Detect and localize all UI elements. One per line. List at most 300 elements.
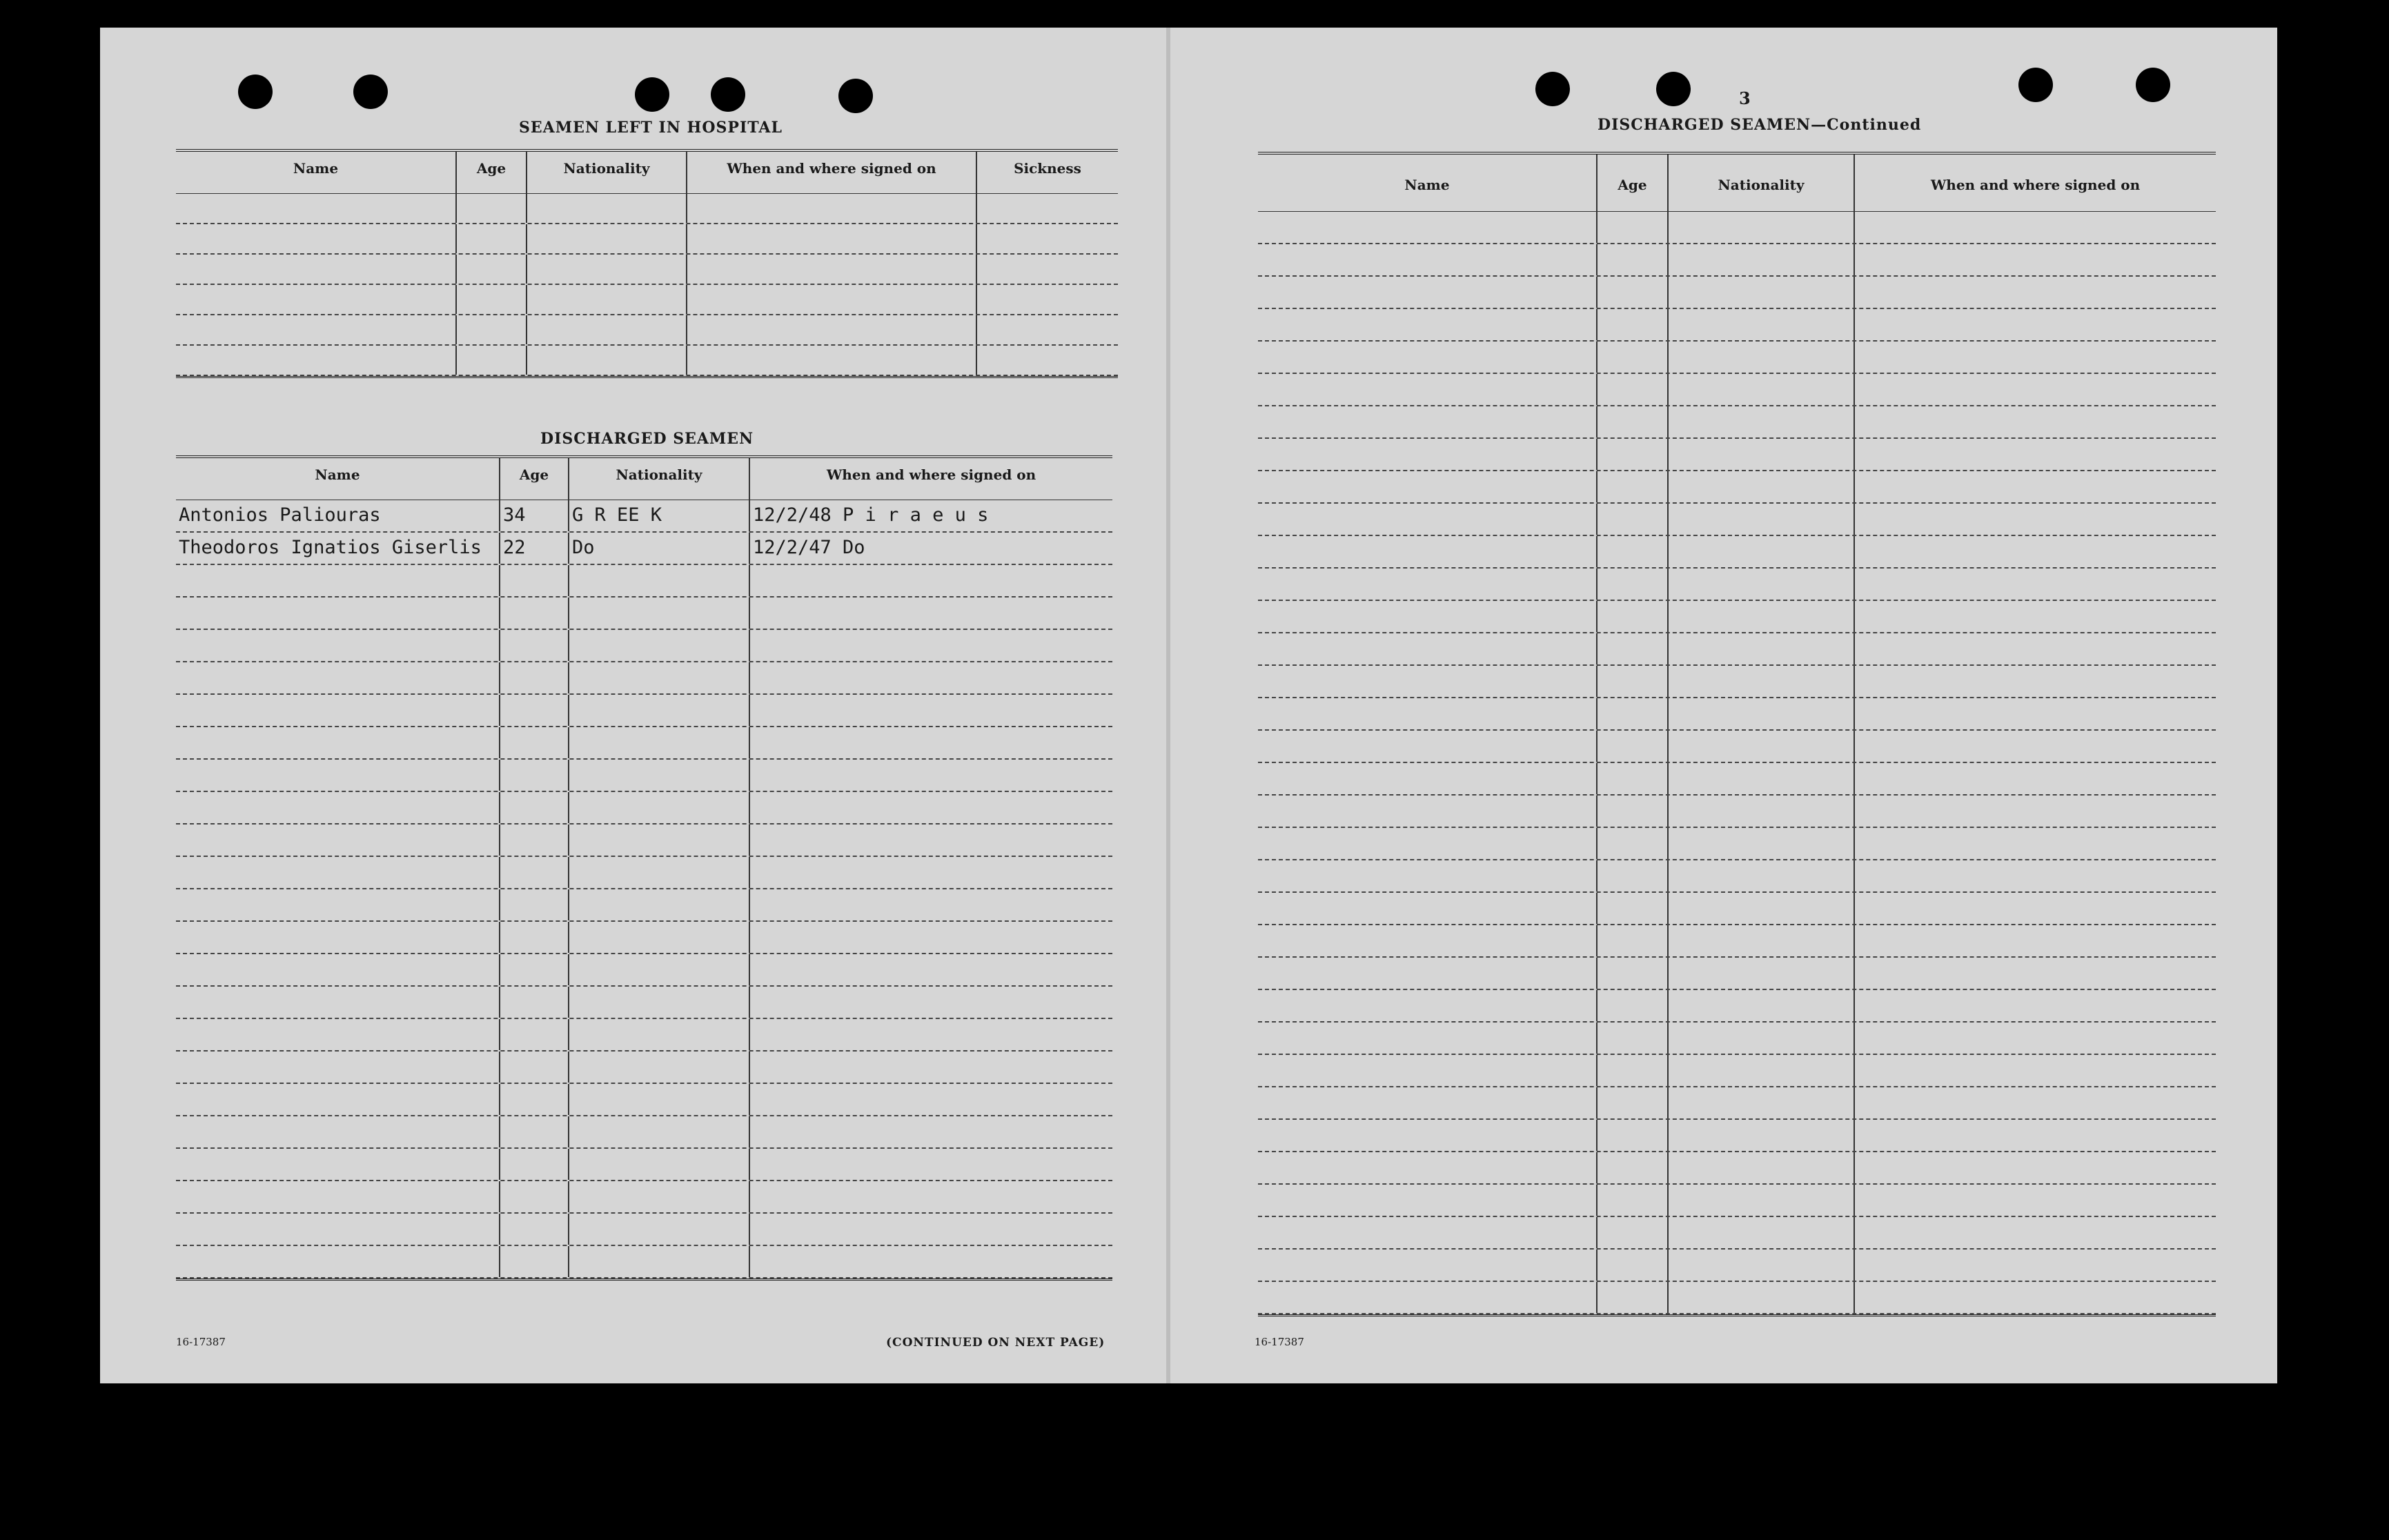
table-cell — [176, 346, 457, 375]
table-cell — [176, 662, 500, 693]
table-cell — [500, 825, 569, 856]
table-row — [176, 1214, 1112, 1246]
table-row — [176, 954, 1112, 987]
table-cell — [1597, 1023, 1669, 1054]
table-cell — [750, 695, 1112, 726]
table-cell — [1669, 958, 1855, 989]
table-cell — [1855, 763, 2216, 794]
table-cell — [1258, 731, 1597, 762]
table-cell — [1669, 633, 1855, 664]
table-cell — [1258, 633, 1597, 664]
table-cell — [1597, 666, 1669, 697]
table-row — [176, 346, 1118, 376]
table-cell — [1855, 633, 2216, 664]
table-cell — [1669, 471, 1855, 502]
table-cell — [1597, 536, 1669, 567]
table-cell — [687, 346, 977, 375]
table-cell — [750, 1149, 1112, 1180]
table-cell — [1258, 1087, 1597, 1118]
col-name-header: Name — [176, 458, 500, 500]
continued-table-rows — [1258, 212, 2216, 1314]
table-cell — [1597, 828, 1669, 859]
table-cell — [569, 1214, 750, 1245]
table-cell — [1855, 828, 2216, 859]
table-cell — [176, 954, 500, 985]
table-cell — [750, 889, 1112, 920]
table-cell — [1258, 893, 1597, 924]
table-cell — [1855, 1217, 2216, 1248]
table-cell — [750, 662, 1112, 693]
table-row — [1258, 958, 2216, 990]
table-cell — [176, 1246, 500, 1277]
table-cell — [569, 792, 750, 823]
continued-note: (CONTINUED ON NEXT PAGE) — [886, 1336, 1105, 1350]
table-cell — [1669, 860, 1855, 891]
table-cell — [1669, 1185, 1855, 1216]
col-name-header: Name — [176, 152, 457, 193]
table-cell — [569, 825, 750, 856]
table-row — [176, 1246, 1112, 1279]
table-row — [176, 1149, 1112, 1181]
discharged-continued-title: DISCHARGED SEAMEN—Continued — [1597, 116, 1922, 134]
punch-hole — [353, 75, 388, 109]
table-row — [1258, 1087, 2216, 1120]
table-cell — [569, 695, 750, 726]
table-cell — [527, 224, 687, 253]
table-cell — [1669, 925, 1855, 956]
table-row — [176, 1084, 1112, 1116]
table-row — [1258, 1250, 2216, 1282]
punch-hole — [2136, 68, 2170, 102]
table-cell — [457, 346, 527, 375]
table-row — [1258, 309, 2216, 342]
table-cell — [500, 1019, 569, 1050]
table-cell — [1669, 1250, 1855, 1281]
punch-hole — [1535, 72, 1570, 106]
table-cell — [176, 1214, 500, 1245]
table-row — [1258, 893, 2216, 925]
table-cell — [1669, 698, 1855, 729]
table-cell — [569, 1052, 750, 1083]
table-cell — [500, 760, 569, 791]
table-cell — [1258, 601, 1597, 632]
table-cell — [687, 224, 977, 253]
hospital-section-title: SEAMEN LEFT IN HOSPITAL — [519, 119, 783, 137]
table-cell — [569, 662, 750, 693]
table-cell — [750, 760, 1112, 791]
table-cell — [457, 285, 527, 314]
table-cell — [977, 285, 1118, 314]
table-row — [176, 760, 1112, 792]
form-number-right: 16-17387 — [1255, 1336, 1304, 1348]
table-cell — [176, 1052, 500, 1083]
table-cell — [1258, 406, 1597, 437]
table-cell — [176, 565, 500, 596]
table-cell — [1597, 406, 1669, 437]
table-cell — [1258, 1152, 1597, 1183]
table-cell — [1597, 860, 1669, 891]
table-row — [1258, 1023, 2216, 1055]
table-cell — [1597, 698, 1669, 729]
table-cell — [1669, 1023, 1855, 1054]
table-cell — [569, 857, 750, 888]
hospital-table-header — [176, 152, 1118, 194]
table-cell — [1855, 731, 2216, 762]
punch-hole — [635, 77, 669, 112]
table-cell — [1855, 504, 2216, 535]
table-cell — [569, 1019, 750, 1050]
table-row — [1258, 698, 2216, 731]
punch-hole — [1656, 72, 1691, 106]
table-cell — [750, 1246, 1112, 1277]
table-cell — [687, 194, 977, 223]
table-cell: 12/2/48 P i r a e u s — [753, 504, 989, 526]
table-cell — [457, 194, 527, 223]
table-cell — [750, 565, 1112, 596]
table-cell — [176, 922, 500, 953]
table-cell — [569, 1246, 750, 1277]
table-cell — [1669, 1120, 1855, 1151]
table-row — [1258, 666, 2216, 698]
table-cell — [457, 255, 527, 284]
table-row — [176, 825, 1112, 857]
table-cell — [1669, 536, 1855, 567]
table-cell — [1669, 406, 1855, 437]
table-cell — [1597, 471, 1669, 502]
table-cell — [569, 987, 750, 1018]
table-cell — [1258, 277, 1597, 308]
table-cell — [176, 1116, 500, 1147]
table-cell — [750, 1084, 1112, 1115]
table-cell — [1597, 309, 1669, 340]
table-cell: Do — [569, 533, 750, 564]
table-cell — [569, 598, 750, 629]
table-row — [1258, 1185, 2216, 1217]
table-row — [1258, 1152, 2216, 1185]
table-cell: 22 — [500, 533, 569, 564]
table-cell — [176, 1181, 500, 1212]
table-cell — [500, 987, 569, 1018]
table-cell — [750, 825, 1112, 856]
table-cell — [1258, 309, 1597, 340]
punch-hole — [2018, 68, 2053, 102]
table-cell — [1669, 342, 1855, 373]
table-cell — [1855, 601, 2216, 632]
col-age-header: Age — [1597, 155, 1669, 211]
table-cell — [750, 598, 1112, 629]
table-row — [1258, 1217, 2216, 1250]
table-row — [1258, 504, 2216, 536]
table-cell — [1597, 958, 1669, 989]
table-cell — [1855, 958, 2216, 989]
table-cell: Theodoros Ignatios Giserlis — [176, 533, 500, 564]
table-row — [1258, 1282, 2216, 1314]
table-cell — [1855, 471, 2216, 502]
table-cell — [1258, 796, 1597, 827]
table-row — [176, 1116, 1112, 1149]
col-nationality-header: Nationality — [1669, 155, 1855, 211]
table-row — [176, 792, 1112, 825]
table-cell — [1669, 439, 1855, 470]
table-cell — [1855, 212, 2216, 243]
table-cell — [1597, 796, 1669, 827]
table-cell — [1855, 1087, 2216, 1118]
table-row — [1258, 860, 2216, 893]
table-cell — [176, 857, 500, 888]
table-cell — [1597, 244, 1669, 275]
table-cell — [176, 630, 500, 661]
table-row — [176, 500, 1112, 533]
table-cell — [1855, 1120, 2216, 1151]
table-cell — [977, 255, 1118, 284]
table-cell — [1258, 342, 1597, 373]
table-row — [1258, 569, 2216, 601]
table-cell — [687, 255, 977, 284]
table-row — [176, 727, 1112, 760]
table-cell — [176, 285, 457, 314]
table-cell — [1597, 1217, 1669, 1248]
hospital-table-rows — [176, 194, 1118, 376]
table-cell — [1669, 601, 1855, 632]
table-cell — [1597, 342, 1669, 373]
table-cell — [1258, 990, 1597, 1021]
table-bottom-rule — [176, 1279, 1112, 1281]
table-cell — [500, 1084, 569, 1115]
table-cell — [527, 315, 687, 344]
table-cell — [1258, 504, 1597, 535]
table-row — [176, 987, 1112, 1019]
table-row — [1258, 536, 2216, 569]
table-cell — [457, 315, 527, 344]
table-row — [1258, 212, 2216, 244]
table-cell — [1855, 1185, 2216, 1216]
table-cell — [1597, 277, 1669, 308]
table-cell — [500, 1116, 569, 1147]
table-cell — [527, 255, 687, 284]
table-cell — [1669, 1282, 1855, 1313]
table-cell — [1855, 1152, 2216, 1183]
table-cell — [569, 889, 750, 920]
table-bottom-rule — [1258, 1314, 2216, 1316]
table-cell: Antonios Paliouras — [176, 500, 500, 531]
table-row — [1258, 763, 2216, 796]
table-cell — [750, 630, 1112, 661]
table-row — [1258, 277, 2216, 309]
table-cell — [176, 987, 500, 1018]
table-cell — [176, 194, 457, 223]
table-row — [176, 224, 1118, 255]
table-row — [176, 857, 1112, 889]
table-cell — [750, 1019, 1112, 1050]
table-cell — [750, 727, 1112, 758]
table-cell — [977, 315, 1118, 344]
page-fold — [1166, 28, 1170, 1383]
table-cell — [1855, 277, 2216, 308]
table-cell — [1597, 1152, 1669, 1183]
table-cell — [1258, 763, 1597, 794]
table-cell — [1855, 309, 2216, 340]
table-cell — [176, 598, 500, 629]
table-cell — [750, 954, 1112, 985]
punch-hole — [711, 77, 745, 112]
table-row — [1258, 406, 2216, 439]
table-cell — [1669, 569, 1855, 600]
table-cell — [1258, 374, 1597, 405]
table-cell — [1597, 601, 1669, 632]
table-row — [176, 194, 1118, 224]
table-cell — [500, 1149, 569, 1180]
discharged-table — [176, 455, 1112, 1281]
table-cell — [1597, 212, 1669, 243]
table-cell — [569, 565, 750, 596]
table-cell — [1258, 828, 1597, 859]
table-cell — [1597, 1282, 1669, 1313]
table-cell — [1855, 925, 2216, 956]
table-cell — [1855, 796, 2216, 827]
table-cell — [1597, 439, 1669, 470]
table-row — [176, 255, 1118, 285]
table-cell — [1855, 1282, 2216, 1313]
punch-hole — [838, 79, 873, 113]
table-cell — [1669, 1087, 1855, 1118]
table-cell — [500, 889, 569, 920]
table-cell — [500, 598, 569, 629]
table-cell — [527, 194, 687, 223]
table-cell — [1258, 666, 1597, 697]
col-signed-on-header: When and where signed on — [1930, 177, 2141, 193]
table-cell — [569, 1116, 750, 1147]
table-cell — [1855, 1250, 2216, 1281]
col-signed-on-header: When and where signed on — [687, 152, 977, 193]
table-row — [176, 1052, 1112, 1084]
table-cell — [1597, 731, 1669, 762]
table-cell — [1669, 666, 1855, 697]
table-row — [1258, 471, 2216, 504]
table-cell — [1258, 1282, 1597, 1313]
table-cell — [1597, 504, 1669, 535]
col-age-header: Age — [457, 152, 527, 193]
table-cell — [1258, 212, 1597, 243]
table-row — [1258, 1055, 2216, 1087]
table-cell — [1669, 763, 1855, 794]
table-cell — [500, 727, 569, 758]
table-cell — [750, 792, 1112, 823]
table-cell — [569, 1181, 750, 1212]
table-cell — [1669, 796, 1855, 827]
table-cell — [500, 1181, 569, 1212]
table-row — [176, 889, 1112, 922]
table-cell — [1258, 536, 1597, 567]
table-cell — [569, 1149, 750, 1180]
continued-table-header — [1258, 155, 2216, 212]
discharged-table-rows — [176, 500, 1112, 1279]
table-cell — [176, 315, 457, 344]
table-cell — [1855, 698, 2216, 729]
table-row — [176, 285, 1118, 315]
table-cell — [1258, 958, 1597, 989]
table-cell — [977, 346, 1118, 375]
table-row — [1258, 633, 2216, 666]
table-cell — [1669, 1055, 1855, 1086]
table-cell — [1258, 925, 1597, 956]
col-nationality-header: Nationality — [569, 458, 750, 500]
table-cell — [1669, 1217, 1855, 1248]
table-cell — [687, 315, 977, 344]
table-cell — [1669, 374, 1855, 405]
table-cell — [1669, 309, 1855, 340]
table-cell: G R EE K — [569, 500, 750, 531]
table-row — [1258, 244, 2216, 277]
table-cell — [176, 792, 500, 823]
table-cell — [500, 1214, 569, 1245]
table-row — [1258, 990, 2216, 1023]
table-cell — [750, 922, 1112, 953]
table-cell — [977, 194, 1118, 223]
table-row — [176, 922, 1112, 954]
table-cell — [500, 662, 569, 693]
table-cell — [1258, 1055, 1597, 1086]
table-cell — [1669, 504, 1855, 535]
table-cell — [1258, 1185, 1597, 1216]
table-cell — [569, 727, 750, 758]
punch-hole — [238, 75, 273, 109]
table-row — [1258, 731, 2216, 763]
table-cell — [1597, 1120, 1669, 1151]
table-cell — [1669, 1152, 1855, 1183]
table-cell — [1597, 763, 1669, 794]
table-cell — [457, 224, 527, 253]
col-sickness-header: Sickness — [1014, 160, 1081, 177]
table-cell — [569, 954, 750, 985]
discharged-continued-table — [1258, 152, 2216, 1316]
table-cell — [500, 1246, 569, 1277]
table-cell — [1597, 1055, 1669, 1086]
table-cell — [176, 695, 500, 726]
table-row — [176, 662, 1112, 695]
table-cell — [1258, 1023, 1597, 1054]
table-cell — [176, 1084, 500, 1115]
table-cell — [1855, 893, 2216, 924]
table-cell — [1855, 860, 2216, 891]
table-cell — [500, 954, 569, 985]
table-cell — [1855, 536, 2216, 567]
form-number: 16-17387 — [176, 1336, 226, 1348]
col-signed-on-header: When and where signed on — [826, 466, 1036, 483]
table-cell — [750, 1116, 1112, 1147]
table-row — [1258, 374, 2216, 406]
table-cell — [1597, 893, 1669, 924]
table-cell — [1597, 569, 1669, 600]
table-cell — [176, 1149, 500, 1180]
table-cell — [176, 825, 500, 856]
table-cell — [1855, 666, 2216, 697]
table-row — [176, 533, 1112, 565]
table-cell — [500, 792, 569, 823]
hospital-table — [176, 149, 1118, 378]
table-cell — [1597, 925, 1669, 956]
table-cell — [750, 1181, 1112, 1212]
table-cell — [1855, 406, 2216, 437]
table-cell — [176, 760, 500, 791]
table-cell — [1258, 439, 1597, 470]
table-cell — [1669, 244, 1855, 275]
table-cell — [1855, 1023, 2216, 1054]
table-row — [176, 1181, 1112, 1214]
table-cell — [569, 760, 750, 791]
table-cell — [1855, 1055, 2216, 1086]
table-cell — [1597, 990, 1669, 1021]
table-cell — [500, 630, 569, 661]
